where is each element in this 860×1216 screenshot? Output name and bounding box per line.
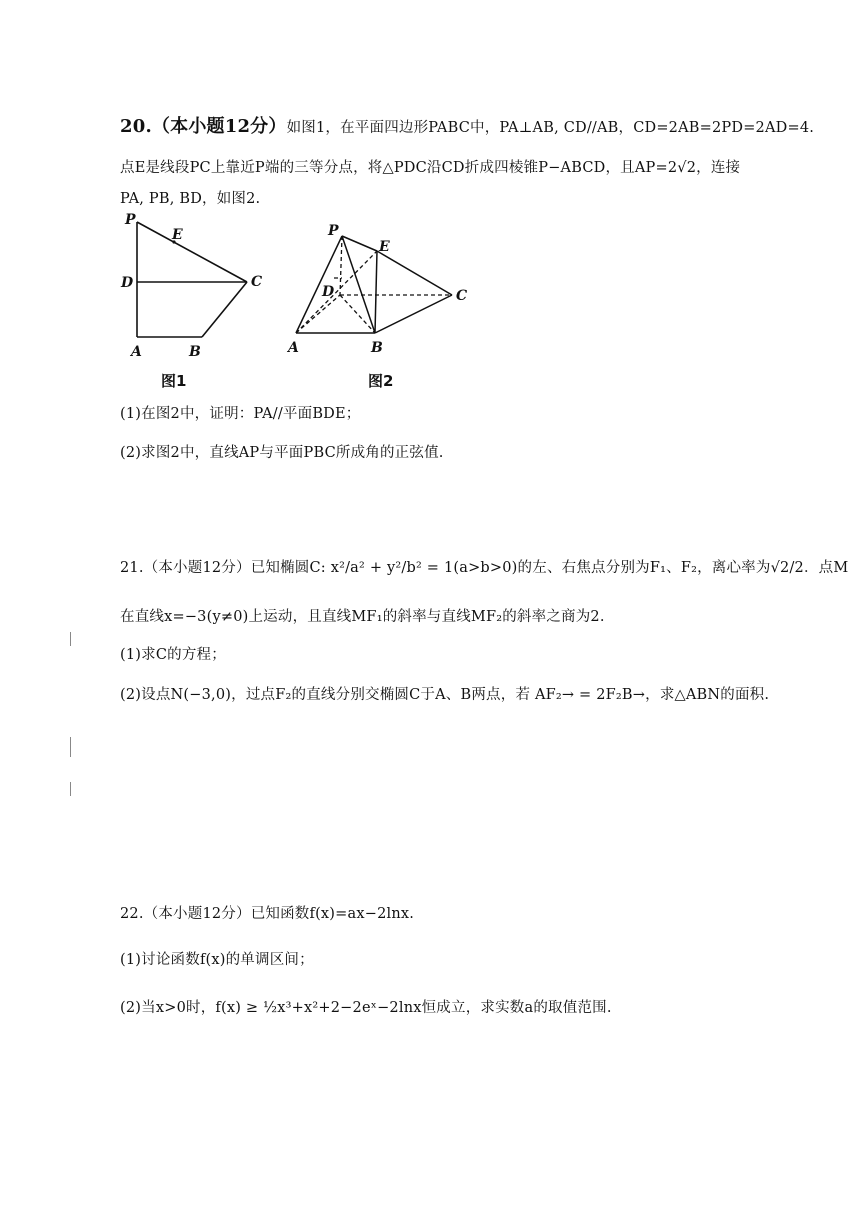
fig1-label-e: E (172, 227, 183, 243)
fig1-caption: 图1 (161, 372, 187, 390)
q21-part1: (1)求C的方程； (120, 647, 226, 663)
scan-mark (70, 632, 71, 646)
q21-part2: (2)设点N(−3,0)，过点F₂的直线分别交椭圆C于A、B两点，若 AF₂→ = 2F₂B→，求△ABN的面积. (120, 687, 770, 703)
q20-part2: (2)求图2中，直线AP与平面PBC所成角的正弦值. (120, 445, 444, 461)
q21-line2: 在直线x=−3(y≠0)上运动，且直线MF₁的斜率与直线MF₂的斜率之商为2. (120, 609, 605, 625)
fig2-label-c: C (456, 288, 468, 304)
fig2-caption: 图2 (368, 372, 394, 390)
q20-part1: (1)在图2中，证明：PA//平面BDE； (120, 406, 361, 422)
q20-line2: 点E是线段PC上靠近P端的三等分点，将△PDC沿CD折成四棱锥P−ABCD，且AP=2√2，连接 (120, 160, 741, 176)
fig2-label-e: E (379, 239, 390, 255)
q21-line1: 21.（本小题12分）已知椭圆C: x²/a² + y²/b² = 1(a>b>0)的左、右焦点分别为F₁、F₂，离心率为√2/2．点M (120, 560, 849, 576)
q22-line1: 22.（本小题12分）已知函数f(x)=ax−2lnx. (120, 906, 415, 922)
fig2-label-b: B (371, 340, 383, 356)
figure-1 (112, 210, 272, 360)
fig1-label-c: C (251, 274, 263, 290)
fig2-label-d: D (322, 284, 335, 300)
q20-line1 (120, 112, 814, 138)
q22-part1: (1)讨论函数f(x)的单调区间； (120, 952, 314, 968)
figure-2 (282, 218, 482, 360)
scan-mark (70, 782, 71, 796)
fig1-label-p: P (125, 212, 136, 228)
q22-part2: (2)当x>0时，f(x) ≥ ½x³+x²+2−2eˣ−2lnx恒成立，求实数a的取值范围. (120, 1000, 612, 1016)
q20-line1-text: 如图1，在平面四边形PABC中，PA⊥AB, CD//AB，CD=2AB=2PD=2AD=4. (286, 120, 815, 136)
fig1-label-d: D (121, 275, 134, 291)
scan-mark (70, 737, 71, 757)
q20-line3: PA, PB, BD，如图2. (120, 191, 261, 207)
fig2-label-p: P (328, 223, 339, 239)
fig1-label-a: A (131, 344, 142, 360)
q20-number: 20.（本小题12分） (120, 116, 287, 137)
fig2-label-a: A (288, 340, 299, 356)
fig1-label-b: B (189, 344, 201, 360)
